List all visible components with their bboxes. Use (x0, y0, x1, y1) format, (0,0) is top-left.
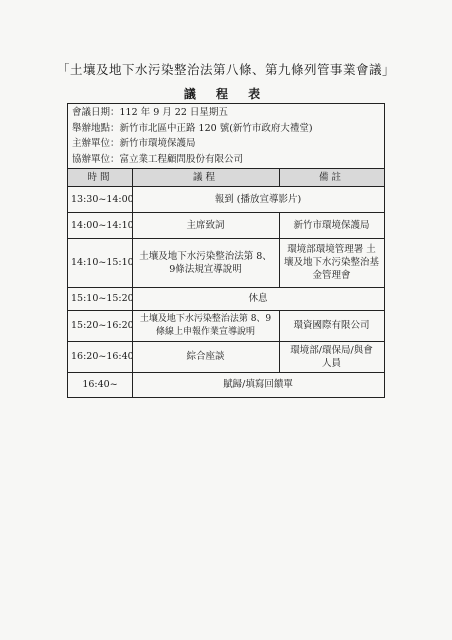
info-co-organizer: 協辦單位：富立業工程顧問股份有限公司 (72, 153, 244, 165)
row-agenda: 賦歸/填寫回饋單 (223, 379, 293, 390)
row-time: 14:10~15:10 (71, 257, 134, 268)
row-time: 13:30~14:00 (71, 193, 134, 205)
info-location: 舉辦地點：新竹市北區中正路 120 號(新竹市政府大禮堂) (72, 122, 313, 134)
header-time: 時間 (87, 172, 113, 183)
header-note: 備註 (318, 172, 344, 183)
row-agenda: 休息 (248, 293, 268, 304)
row-agenda: 土壤及地下水污染整治法第 8、9條法規宣導說明 (139, 250, 272, 275)
row-agenda: 綜合座談 (186, 351, 225, 362)
row-agenda: 主席致詞 (186, 219, 225, 231)
info-date: 會議日期：112 年 9 月 22 日星期五 (72, 107, 228, 118)
row-time: 15:10~15:20 (71, 293, 134, 304)
agenda-subtitle: 議 程 表 (183, 87, 269, 101)
meeting-info (68, 104, 384, 169)
row-note: 環資國際有限公司 (293, 320, 370, 331)
row-time: 14:00~14:10 (71, 219, 134, 231)
agenda-table (67, 103, 385, 398)
info-organizer: 主辦單位：新竹市環境保護局 (72, 138, 196, 149)
row-time: 16:20~16:40 (71, 351, 134, 362)
row-time: 15:20~16:20 (71, 320, 134, 331)
row-agenda: 土壤及地下水污染整治法第 8、9條線上申報作業宣導說明 (139, 313, 272, 337)
row-note: 新竹市環境保護局 (293, 219, 370, 231)
header-agenda: 議程 (192, 172, 218, 183)
document-title: 「土壤及地下水污染整治法第八條、第九條列管事業會議」 (56, 62, 395, 77)
row-note: 環境部/環保局/與會人員 (290, 344, 373, 369)
row-note: 環境部環境管理署 土壤及地下水污染整治基金管理會 (283, 244, 379, 281)
row-agenda: 報到 (播放宣導影片) (214, 193, 302, 205)
row-time: 16:40~ (82, 379, 118, 390)
